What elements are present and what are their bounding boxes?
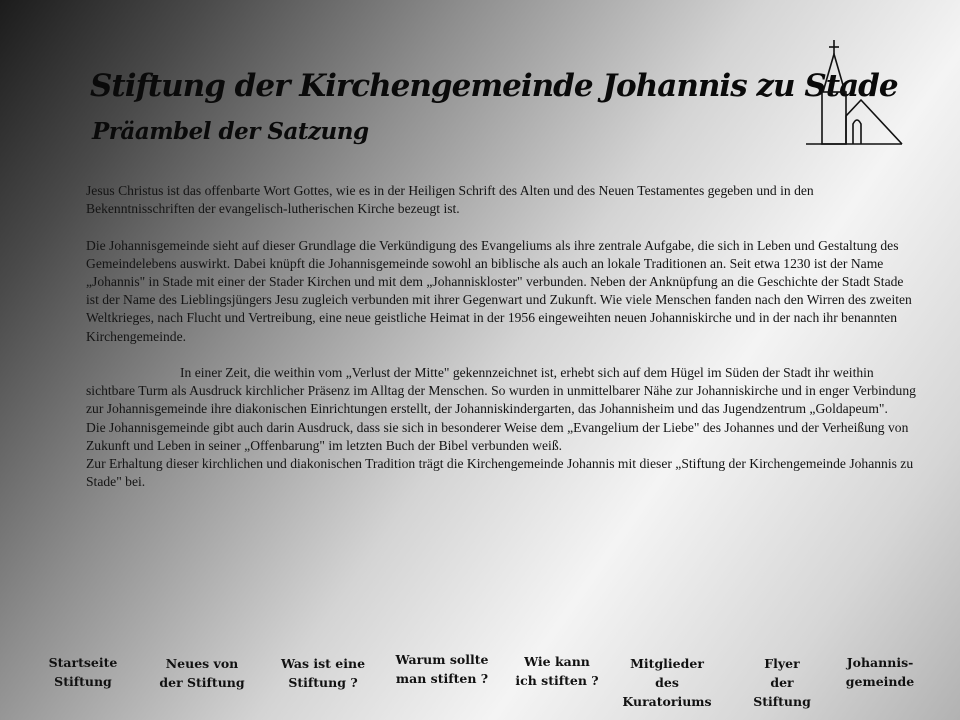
- page-title: Stiftung der Kirchengemeinde Johannis zu Stade: [90, 68, 898, 104]
- nav-startseite[interactable]: Startseite Stiftung: [48, 655, 118, 689]
- nav-flyer[interactable]: Flyer der Stiftung: [753, 656, 811, 709]
- page-subtitle: Präambel der Satzung: [92, 118, 369, 145]
- nav-kuratorium[interactable]: Mitglieder des Kuratoriums: [622, 656, 712, 709]
- paragraph-5: Zur Erhaltung dieser kirchlichen und diakonischen Tradition trägt die Kirchengemeinde Johannis mit dieser „Stiftung der Kirchengemeinde Johannis zu Stade" bei.: [86, 456, 914, 490]
- church-icon: [806, 40, 906, 146]
- paragraph-3: [86, 364, 916, 419]
- paragraph-2: Die Johannisgemeinde sieht auf dieser Grundlage die Verkündigung des Evangeliums als ihre zentrale Aufgabe, die sich in Leben und Gestaltung des Gemeindelebens auswirkt. Dabei knüpft die Johannisgemeinde sowohl an biblische als auch an lokale Traditionen an. Seit etwa 1230 ist der Name „Johannis" in Stade mit einer der Stader Kirchen und mit dem „Johanniskloster" verbunden. Neben der Anknüpfung an die Geschichte der Stadt Stade ist der Name des Lieblingsjüngers Jesu zugleich verbunden mit ihrer Gegenwart und Zukunft. Wie viele Menschen fanden nach den Wirren des zweiten Weltkrieges, nach Flucht und Vertreibung, eine neue geistliche Heimat in der 1956 eingeweihten neuen Johanniskirche und in der nach ihr benannten Kirchengemeinde.: [86, 237, 912, 344]
- paragraph-3-text: In einer Zeit, die weithin vom „Verlust der Mitte" gekennzeichnet ist, erhebt sich auf dem Hügel im Süden der Stadt ihr weithin sichtbare Turm als Ausdruck kirchlicher Präsenz im Alltag der Menschen. So wurden in unmittelbarer Nähe zur Johanniskirche und in enger Verbindung zur Johannisgemeinde ihre diakonischen Einrichtungen erstellt, der Johanniskindergarten, das Johannisheim und das Jugendzentrum „Goldapeum".: [86, 365, 916, 417]
- nav-warum-stiften[interactable]: Warum sollte man stiften ?: [395, 652, 489, 686]
- paragraph-1: Jesus Christus ist das offenbarte Wort Gottes, wie es in der Heiligen Schrift des Alten und des Neuen Testamentes gegeben und in den Bekenntnisschriften der evangelisch-lutherischen Kirche bezeugt ist.: [86, 183, 814, 217]
- nav-neues[interactable]: Neues von der Stiftung: [159, 656, 245, 690]
- preamble-text: [86, 182, 916, 491]
- paragraph-4: Die Johannisgemeinde gibt auch darin Ausdruck, dass sie sich in besonderer Weise dem „Evangelium der Liebe" des Johannes und der Verheißung von Zukunft und Leben in seiner „Offenbarung" im letzten Buch der Bibel verbunden weiß.: [86, 419, 909, 453]
- nav-johannisgemeinde[interactable]: Johannis- gemeinde: [845, 655, 915, 689]
- nav-wie-stiften[interactable]: Wie kann ich stiften ?: [515, 654, 599, 688]
- nav-was-ist-stiftung[interactable]: Was ist eine Stiftung ?: [280, 656, 366, 690]
